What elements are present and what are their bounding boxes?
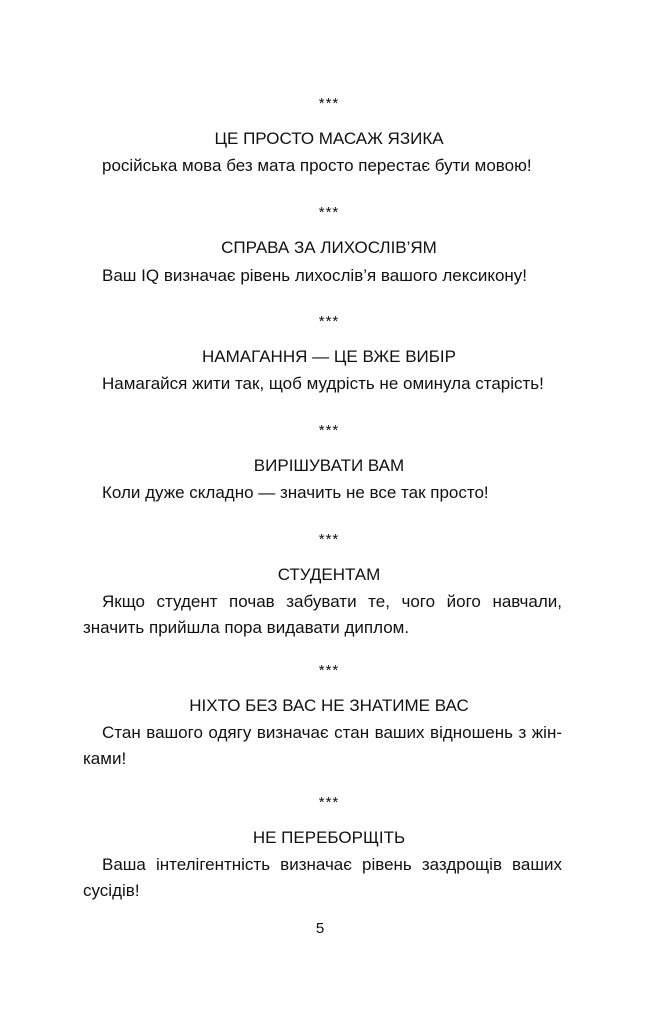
section-text-line: Якщо студент почав забувати те, чого його навчали, <box>102 592 562 611</box>
section-separator: *** <box>318 422 340 439</box>
section-text-line: Стан вашого одягу визначає стан ваших відношень з жін- <box>102 723 562 742</box>
section-separator: *** <box>318 531 340 548</box>
section-separator: *** <box>318 204 340 221</box>
section-title: НІХТО БЕЗ ВАС НЕ ЗНАТИМЕ ВАС <box>189 696 469 715</box>
page-number: 5 <box>315 920 325 937</box>
section-separator: *** <box>318 662 340 679</box>
section-text-line: Коли дуже складно — значить не все так просто! <box>102 483 489 502</box>
section-text-line: російська мова без мата просто перестає бути мовою! <box>102 156 532 175</box>
section-title: НАМАГАННЯ — ЦЕ ВЖЕ ВИБІР <box>202 347 456 366</box>
section-text-line: Ваш IQ визначає рівень лихослів’я вашого лексикону! <box>102 266 528 285</box>
section-title: СПРАВА ЗА ЛИХОСЛІВ’ЯМ <box>221 238 437 257</box>
section-text-line: Ваша інтелігентність визначає рівень заздрощів ваших <box>102 855 562 874</box>
section-separator: *** <box>318 794 340 811</box>
section-text-line: сусідів! <box>83 881 140 900</box>
section-text-line: значить прийшла пора видавати диплом. <box>83 618 410 637</box>
section-separator: *** <box>318 313 340 330</box>
section-text-line: ками! <box>83 749 127 768</box>
section-title: НЕ ПЕРЕБОРЩІТЬ <box>252 828 406 847</box>
section-text-line: Намагайся жити так, щоб мудрість не оминула старість! <box>102 374 544 393</box>
section-title: СТУДЕНТАМ <box>277 565 381 584</box>
section-title: ЦЕ ПРОСТО МАСАЖ ЯЗИКА <box>214 129 444 148</box>
section-title: ВИРІШУВАТИ ВАМ <box>253 456 405 475</box>
section-separator: *** <box>318 95 340 112</box>
